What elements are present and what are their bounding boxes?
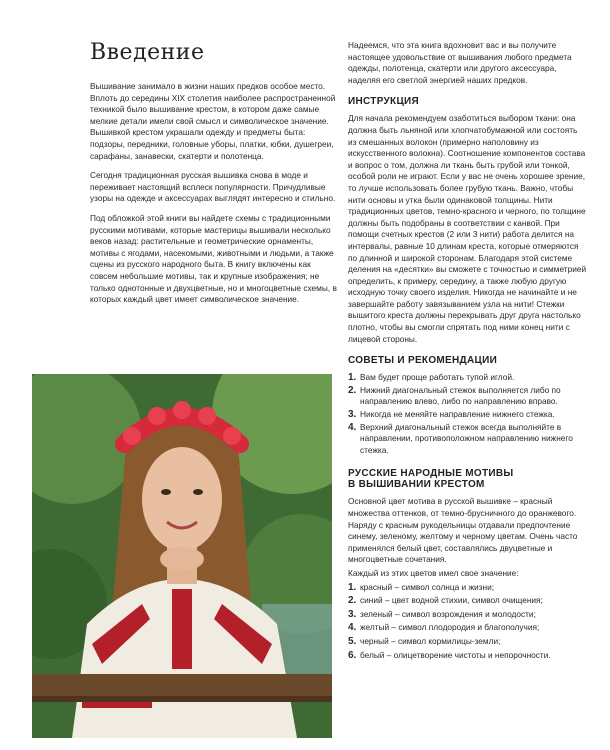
color-text: красный – символ солнца и жизни; — [360, 581, 495, 592]
color-text: белый – олицетворение чистоты и непорочности. — [360, 649, 551, 660]
woman-in-embroidered-shirt-photo — [32, 374, 332, 738]
tips-heading: СОВЕТЫ И РЕКОМЕНДАЦИИ — [348, 355, 498, 367]
hope-paragraph: Надеемся, что эта книга вдохновит вас и вы получите настоящее удовольствие от вышивания любого предмета одежды, полотенца, скатерти или другого аксессуара, наделяя его светлой энергией наших предков. — [348, 40, 572, 85]
left-column — [90, 40, 338, 314]
color-item — [348, 650, 588, 662]
color-item — [348, 582, 588, 594]
color-text: черный – символ кормилицы-земли; — [360, 635, 501, 646]
motifs-paragraph: Основной цвет мотива в русской вышивке – красный множества оттенков, от темно-брусничного до оранжевого. Наряду с красным рукодельницы отдавали предпочтение синему, зеленому, желтому и черному цветам. Очень часто применялся белый цвет, составлялись двуцветные и многоцветные сочетания. — [348, 496, 578, 565]
color-item — [348, 622, 588, 634]
tip-item — [348, 409, 588, 421]
eye — [193, 489, 203, 495]
colors-intro: Каждый из этих цветов имел свое значение: — [348, 567, 519, 578]
tip-number: 4. — [348, 421, 357, 433]
tip-text: Никогда не меняйте направление нижнего стежка. — [360, 409, 555, 420]
color-text: желтый – символ плодородия и благополучия; — [360, 622, 540, 633]
wreath-flower — [198, 407, 216, 425]
colors-list — [348, 582, 588, 662]
tip-text: Верхний диагональный стежок всегда выполняйте в направлении, противоположном направлению нижнего стежка. — [360, 421, 573, 455]
color-item — [348, 609, 588, 621]
instruction-heading: ИНСТРУКЦИЯ — [348, 96, 420, 108]
color-number: 4. — [348, 622, 357, 634]
color-number: 5. — [348, 635, 357, 647]
tip-number: 3. — [348, 409, 357, 421]
color-item — [348, 636, 588, 648]
wreath-flower — [173, 401, 191, 419]
tip-number: 2. — [348, 384, 357, 396]
wooden-rail-shadow — [32, 696, 332, 702]
color-text: синий – цвет водной стихии, символ очищения; — [360, 595, 543, 606]
embroidery-band — [172, 589, 192, 669]
tip-item — [348, 385, 588, 408]
color-number: 3. — [348, 608, 357, 620]
right-column — [348, 40, 588, 663]
color-item — [348, 595, 588, 607]
color-number: 6. — [348, 649, 357, 661]
wooden-rail — [32, 674, 332, 696]
color-text: зеленый – символ возрождения и молодости; — [360, 608, 536, 619]
photo-illustration — [32, 374, 332, 738]
color-number: 2. — [348, 595, 357, 607]
intro-paragraph-1: Вышивание занимало в жизни наших предков особое место. Вплоть до середины XIX столетия наиболее распространенной техникой было вышивание крестом, в котором даже самые мелкие детали имели свой смысл и символическое значение. Вышивкой крестом украшали одежду и предметы быта: подзоры, передники, головные уборы, платки, юбки, душегреи, сарафаны, занавески, скатерти и полотенца. — [90, 81, 336, 161]
face — [142, 447, 222, 551]
wreath-flower — [223, 427, 241, 445]
tip-text: Вам будет проще работать тупой иглой. — [360, 372, 515, 383]
wreath-flower — [148, 407, 166, 425]
tip-number: 1. — [348, 372, 357, 384]
motifs-heading-line-2: В ВЫШИВАНИИ КРЕСТОМ — [348, 479, 485, 491]
instruction-paragraph: Для начала рекомендуем озаботиться выбором ткани: она должна быть льняной или хлопчатобумажной или состоять из смешанных волокон (примерно наполовину из искусственного волокна). Соотношение компонентов состава и вопрос о том, должна ли ткань быть грубой или тонкой, особой роли не играют. Если у вас не очень хорошее зрение, то лучше использовать более грубую ткань. Важно, чтобы нити основы и утка были одинаковой толщины. Нити традиционных цветов, темно-красного и черного, по толщине должны быть подобраны в соответствии с канвой. При помощи счетных крестов (2 или 3 нити) работа делится на интервалы, равные 10 длинам креста, которые отмеряются по длинной и широкой сторонам. Благодаря этой системе деления на «десятки» вы сможете с точностью и симметрией определить, к примеру, середину, а также любую другую исходную точку своего изделия. Никогда не начинайте и не завершайте работу завязыванием узла на нити! Стежки вышитого креста должны перекрывать друг друга настолько плотно, чтобы вы смогли спрятать под ними конец нити с лицевой стороны. — [348, 113, 587, 344]
eye — [161, 489, 171, 495]
tips-list — [348, 372, 588, 456]
color-number: 1. — [348, 581, 357, 593]
intro-paragraph-2: Сегодня традиционная русская вышивка снова в моде и переживает настоящий всплеск популярности. Причудливые узоры на одежде и аксессуарах выглядят интересно и стильно. — [90, 170, 336, 204]
wreath-flower — [123, 427, 141, 445]
tip-item — [348, 372, 588, 384]
motifs-heading — [348, 468, 588, 490]
intro-paragraph-3: Под обложкой этой книги вы найдете схемы с традиционными русскими мотивами, которые мастерицы вышивали несколько веков назад: растительные и геометрические орнаменты, мотивы с ягодами, насекомыми, животными и людьми, а также сцены из русского народного быта. В книгу включены как совсем небольшие мотивы, так и крупные изображения; не только однотонные и двухцветные, но и многоцветные схемы, в которых каждый цвет имеет символическое значение. — [90, 212, 337, 305]
page-title: Введение — [90, 40, 205, 65]
hand — [160, 547, 204, 571]
tip-item — [348, 422, 588, 457]
tip-text: Нижний диагональный стежок выполняется либо по направлению влево, либо по направлению вправо. — [360, 384, 561, 407]
motifs-heading-line-1: РУССКИЕ НАРОДНЫЕ МОТИВЫ — [348, 468, 514, 480]
